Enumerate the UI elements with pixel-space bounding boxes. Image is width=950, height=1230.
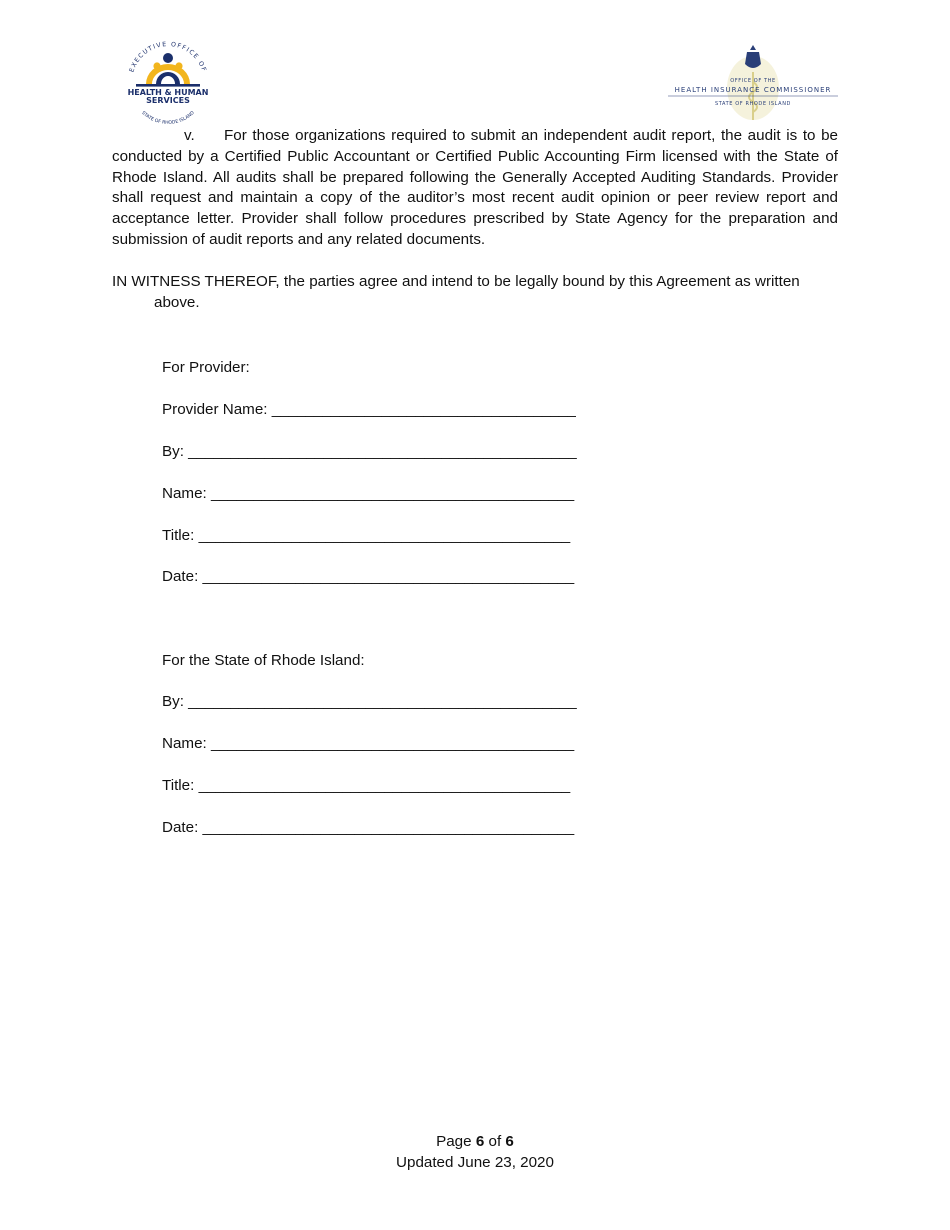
page-number: Page 6 of 6 bbox=[436, 1133, 514, 1150]
audit-paragraph-text: For those organizations required to submit an independent audit report, the audit is to be conducted by a Certified Public Accountant or Certified Public Accounting Firm licensed with the State of Rhode Island. All audits shall be prepared following the Generally Accepted Auditing Standards. Provider shall request and maintain a copy of the auditor’s most recent audit opinion or peer review report and acceptance letter. Provider shall follow procedures prescribed by State Agency for the preparation and submission of audit reports and any related documents. bbox=[112, 127, 838, 248]
witness-line-1: IN WITNESS THEREOF, the parties agree and intend to be legally bound by this Agreement as written bbox=[112, 273, 800, 290]
list-item-marker: v. bbox=[184, 127, 195, 144]
page-total: 6 bbox=[505, 1133, 514, 1150]
state-date-line: Date: ____________________________________________ bbox=[162, 819, 575, 836]
witness-paragraph bbox=[112, 272, 838, 314]
state-by-line: By: ______________________________________________ bbox=[162, 693, 577, 710]
provider-title-line: Title: ____________________________________________ bbox=[162, 527, 571, 544]
ohic-logo bbox=[664, 42, 842, 122]
eohhs-logo bbox=[122, 38, 214, 124]
svg-text:SERVICES: SERVICES bbox=[146, 96, 190, 105]
seal-shield-icon bbox=[745, 52, 761, 68]
svg-text:STATE OF RHODE ISLAND: STATE OF RHODE ISLAND bbox=[140, 110, 196, 124]
svg-text:HEALTH INSURANCE COMMISSIONER: HEALTH INSURANCE COMMISSIONER bbox=[674, 86, 832, 94]
provider-signer-name-line: Name: ___________________________________________ bbox=[162, 485, 575, 502]
state-heading: For the State of Rhode Island: bbox=[162, 652, 365, 669]
witness-line-2: above. bbox=[154, 293, 200, 311]
provider-date-line: Date: ____________________________________________ bbox=[162, 568, 575, 585]
state-signer-name-line: Name: ___________________________________________ bbox=[162, 735, 575, 752]
svg-text:EXECUTIVE OFFICE OF: EXECUTIVE OFFICE OF bbox=[128, 40, 208, 74]
logo-person-head-icon bbox=[163, 53, 173, 63]
audit-paragraph bbox=[112, 126, 838, 251]
provider-by-line: By: ______________________________________________ bbox=[162, 443, 577, 460]
svg-text:HEALTH & HUMAN: HEALTH & HUMAN bbox=[127, 88, 209, 97]
updated-date: Updated June 23, 2020 bbox=[396, 1154, 554, 1171]
provider-heading: For Provider: bbox=[162, 359, 250, 376]
svg-text:OFFICE OF THE: OFFICE OF THE bbox=[730, 78, 776, 84]
state-title-line: Title: ____________________________________________ bbox=[162, 777, 571, 794]
page-current: 6 bbox=[475, 1133, 485, 1150]
provider-name-line: Provider Name: ____________________________________ bbox=[162, 401, 576, 418]
svg-text:STATE OF RHODE ISLAND: STATE OF RHODE ISLAND bbox=[714, 101, 792, 107]
